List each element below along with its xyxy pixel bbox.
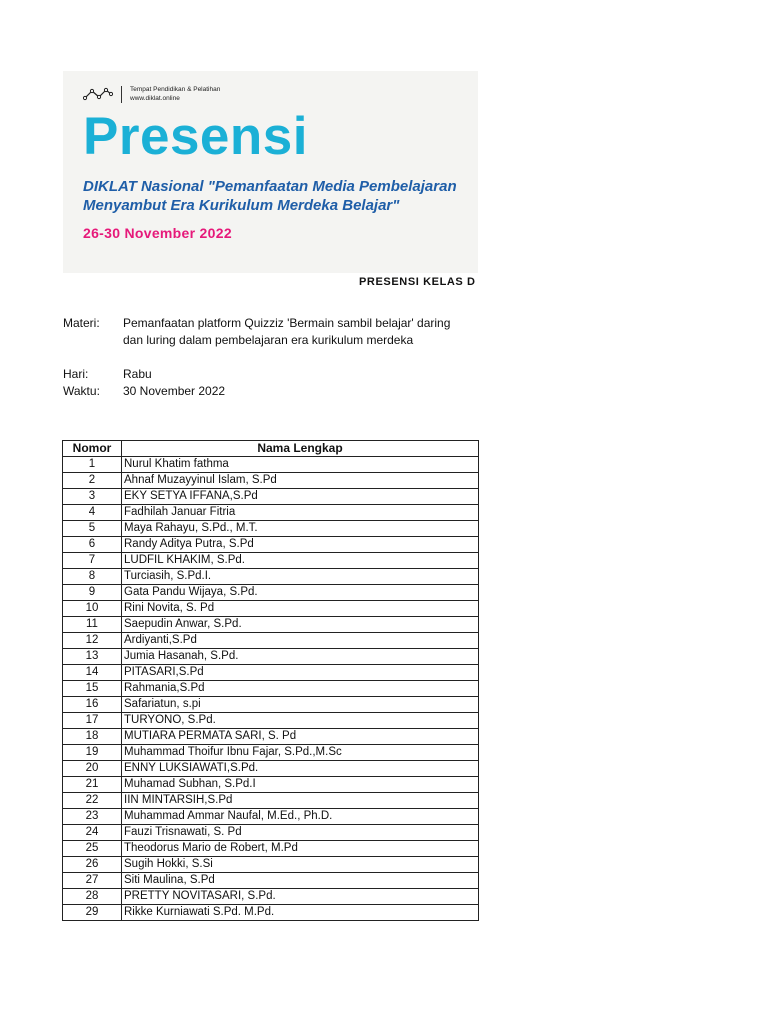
participant-name: IIN MINTARSIH,S.Pd xyxy=(122,793,479,809)
participant-name: ENNY LUKSIAWATI,S.Pd. xyxy=(122,761,479,777)
participant-name: LUDFIL KHAKIM, S.Pd. xyxy=(122,553,479,569)
row-number: 9 xyxy=(63,585,122,601)
event-title-line-2: Menyambut Era Kurikulum Merdeka Belajar" xyxy=(83,197,400,214)
materi-value-line-1: Pemanfaatan platform Quizziz 'Bermain sambil belajar' daring xyxy=(123,316,451,330)
table-row xyxy=(63,457,479,473)
row-number: 13 xyxy=(63,649,122,665)
line-graph-logo-icon xyxy=(83,86,113,102)
participant-name: EKY SETYA IFFANA,S.Pd xyxy=(122,489,479,505)
participant-name: Muhamad Subhan, S.Pd.I xyxy=(122,777,479,793)
logo-divider xyxy=(121,86,122,103)
participant-name: Rini Novita, S. Pd xyxy=(122,601,479,617)
org-url: www.diklat.online xyxy=(130,95,180,102)
table-row xyxy=(63,505,479,521)
row-number: 12 xyxy=(63,633,122,649)
participant-name: Gata Pandu Wijaya, S.Pd. xyxy=(122,585,479,601)
participant-name: Maya Rahayu, S.Pd., M.T. xyxy=(122,521,479,537)
participant-name: Muhammad Thoifur Ibnu Fajar, S.Pd.,M.Sc xyxy=(122,745,479,761)
banner-title: Presensi xyxy=(83,107,308,166)
row-number: 24 xyxy=(63,825,122,841)
participant-name: PRETTY NOVITASARI, S.Pd. xyxy=(122,889,479,905)
row-number: 20 xyxy=(63,761,122,777)
attendance-table-body xyxy=(63,457,479,921)
table-row xyxy=(63,553,479,569)
participant-name: Ahnaf Muzayyinul Islam, S.Pd xyxy=(122,473,479,489)
row-number: 16 xyxy=(63,697,122,713)
waktu-value: 30 November 2022 xyxy=(123,384,226,398)
header-nama-lengkap: Nama Lengkap xyxy=(122,441,479,457)
event-dates: 26-30 November 2022 xyxy=(83,225,232,241)
row-number: 5 xyxy=(63,521,122,537)
table-row xyxy=(63,825,479,841)
org-name: Tempat Pendidikan & Pelatihan xyxy=(130,86,221,93)
table-row xyxy=(63,473,479,489)
header-nomor: Nomor xyxy=(63,441,122,457)
row-number: 14 xyxy=(63,665,122,681)
row-number: 6 xyxy=(63,537,122,553)
row-number: 18 xyxy=(63,729,122,745)
materi-label: Materi: xyxy=(63,316,100,330)
table-row xyxy=(63,777,479,793)
row-number: 15 xyxy=(63,681,122,697)
table-row xyxy=(63,601,479,617)
event-title-line-1: DIKLAT Nasional "Pemanfaatan Media Pembelajaran xyxy=(83,178,457,195)
table-row xyxy=(63,809,479,825)
table-row xyxy=(63,697,479,713)
org-text xyxy=(130,85,220,103)
row-number: 22 xyxy=(63,793,122,809)
class-heading: PRESENSI KELAS D xyxy=(359,276,476,288)
participant-name: Safariatun, s.pi xyxy=(122,697,479,713)
table-row xyxy=(63,889,479,905)
participant-name: Siti Maulina, S.Pd xyxy=(122,873,479,889)
participant-name: Nurul Khatim fathma xyxy=(122,457,479,473)
table-row xyxy=(63,713,479,729)
row-number: 27 xyxy=(63,873,122,889)
event-banner xyxy=(63,71,478,273)
participant-name: Ardiyanti,S.Pd xyxy=(122,633,479,649)
table-row xyxy=(63,521,479,537)
row-number: 2 xyxy=(63,473,122,489)
table-row xyxy=(63,569,479,585)
table-row xyxy=(63,761,479,777)
row-number: 8 xyxy=(63,569,122,585)
table-row xyxy=(63,729,479,745)
participant-name: Fauzi Trisnawati, S. Pd xyxy=(122,825,479,841)
table-row xyxy=(63,681,479,697)
table-row xyxy=(63,745,479,761)
participant-name: Randy Aditya Putra, S.Pd xyxy=(122,537,479,553)
table-row xyxy=(63,537,479,553)
participant-name: TURYONO, S.Pd. xyxy=(122,713,479,729)
table-row xyxy=(63,841,479,857)
row-number: 3 xyxy=(63,489,122,505)
participant-name: Rikke Kurniawati S.Pd. M.Pd. xyxy=(122,905,479,921)
hari-label: Hari: xyxy=(63,367,89,381)
row-number: 4 xyxy=(63,505,122,521)
participant-name: Fadhilah Januar Fitria xyxy=(122,505,479,521)
participant-name: Saepudin Anwar, S.Pd. xyxy=(122,617,479,633)
row-number: 11 xyxy=(63,617,122,633)
participant-name: Jumia Hasanah, S.Pd. xyxy=(122,649,479,665)
participant-name: Rahmania,S.Pd xyxy=(122,681,479,697)
waktu-label: Waktu: xyxy=(63,384,100,398)
table-row xyxy=(63,793,479,809)
table-row xyxy=(63,857,479,873)
row-number: 10 xyxy=(63,601,122,617)
table-header-row xyxy=(63,441,479,457)
table-row xyxy=(63,905,479,921)
participant-name: MUTIARA PERMATA SARI, S. Pd xyxy=(122,729,479,745)
row-number: 25 xyxy=(63,841,122,857)
row-number: 28 xyxy=(63,889,122,905)
participant-name: Theodorus Mario de Robert, M.Pd xyxy=(122,841,479,857)
attendance-table xyxy=(62,440,479,921)
row-number: 1 xyxy=(63,457,122,473)
table-row xyxy=(63,633,479,649)
table-row xyxy=(63,665,479,681)
row-number: 26 xyxy=(63,857,122,873)
materi-value-line-2: dan luring dalam pembelajaran era kurikulum merdeka xyxy=(123,333,414,347)
table-row xyxy=(63,649,479,665)
org-logo-row xyxy=(83,85,220,103)
participant-name: Turciasih, S.Pd.I. xyxy=(122,569,479,585)
row-number: 29 xyxy=(63,905,122,921)
row-number: 23 xyxy=(63,809,122,825)
row-number: 19 xyxy=(63,745,122,761)
hari-value: Rabu xyxy=(123,367,152,381)
row-number: 21 xyxy=(63,777,122,793)
participant-name: Muhammad Ammar Naufal, M.Ed., Ph.D. xyxy=(122,809,479,825)
row-number: 7 xyxy=(63,553,122,569)
table-row xyxy=(63,617,479,633)
row-number: 17 xyxy=(63,713,122,729)
table-row xyxy=(63,873,479,889)
participant-name: Sugih Hokki, S.Si xyxy=(122,857,479,873)
table-row xyxy=(63,585,479,601)
participant-name: PITASARI,S.Pd xyxy=(122,665,479,681)
table-row xyxy=(63,489,479,505)
